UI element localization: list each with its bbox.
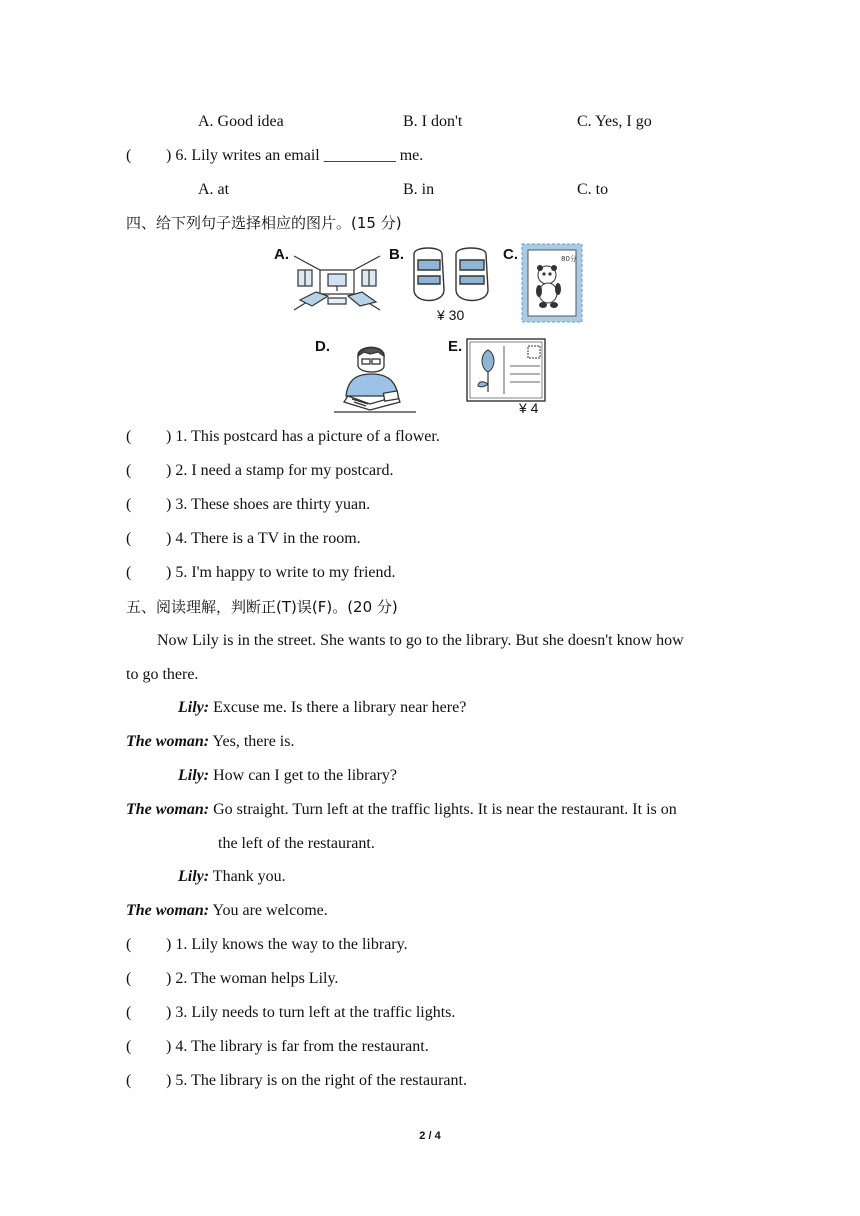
speaker-label: Lily: bbox=[178, 767, 210, 784]
picture-d-label: D. bbox=[315, 338, 330, 355]
q6-text: ) 6. Lily writes an email _________ me. bbox=[166, 147, 424, 164]
speaker-label: Lily: bbox=[178, 699, 210, 716]
dialogue-line-5: Lily: Thank you. bbox=[178, 868, 286, 885]
q6-option-a: A. at bbox=[198, 181, 230, 198]
answer-paren[interactable]: ( bbox=[126, 970, 132, 987]
stamp-value-text: 80分 bbox=[561, 255, 577, 263]
boy-writing-icon bbox=[334, 344, 416, 416]
picture-b-price: ¥ 30 bbox=[437, 307, 465, 323]
section5-item-1: ( ) 1. Lily knows the way to the library. bbox=[126, 936, 408, 953]
speaker-label: The woman: bbox=[126, 801, 210, 818]
answer-paren[interactable]: ( bbox=[126, 428, 132, 445]
passage-line-2: to go there. bbox=[126, 666, 199, 683]
answer-paren[interactable]: ( bbox=[126, 1072, 132, 1089]
panda-stamp-icon bbox=[521, 243, 583, 323]
q5-option-c: C. Yes, I go bbox=[577, 113, 652, 130]
picture-e-label: E. bbox=[448, 338, 463, 355]
section4-item-2: ( ) 2. I need a stamp for my postcard. bbox=[126, 462, 394, 479]
speaker-label: The woman: bbox=[126, 902, 210, 919]
passage-line-1: Now Lily is in the street. She wants to go to the library. But she doesn't know how bbox=[157, 632, 684, 649]
dialogue-line-6: The woman: You are welcome. bbox=[126, 902, 328, 919]
page-number: 2 / 4 bbox=[419, 1130, 441, 1142]
speaker-label: Lily: bbox=[178, 868, 210, 885]
flower-postcard-icon bbox=[466, 338, 546, 402]
section4-item-5: ( ) 5. I'm happy to write to my friend. bbox=[126, 564, 396, 581]
picture-e-price: ¥ 4 bbox=[519, 400, 539, 416]
answer-paren[interactable]: ( bbox=[126, 496, 132, 513]
picture-b-label: B. bbox=[389, 246, 404, 263]
section4-item-4: ( ) 4. There is a TV in the room. bbox=[126, 530, 361, 547]
dialogue-line-1: Lily: Excuse me. Is there a library near here? bbox=[178, 699, 467, 716]
picture-a-label: A. bbox=[274, 246, 289, 263]
section5-item-3: ( ) 3. Lily needs to turn left at the traffic lights. bbox=[126, 1004, 456, 1021]
dialogue-line-3: Lily: How can I get to the library? bbox=[178, 767, 398, 784]
q6-option-c: C. to bbox=[577, 181, 609, 198]
dialogue-line-2: The woman: Yes, there is. bbox=[126, 733, 295, 750]
dialogue-line-4-cont: the left of the restaurant. bbox=[218, 835, 375, 852]
answer-paren[interactable]: ( bbox=[126, 147, 132, 164]
dialogue-line-4: The woman: Go straight. Turn left at the traffic lights. It is near the restaurant. It is on bbox=[126, 801, 677, 818]
section4-heading: 四、给下列句子选择相应的图片。(15 分) bbox=[126, 214, 402, 232]
q6-option-b: B. in bbox=[403, 181, 435, 198]
answer-paren[interactable]: ( bbox=[126, 936, 132, 953]
q5-option-b: B. I don't bbox=[403, 113, 463, 130]
q6-question bbox=[126, 146, 423, 166]
speaker-label: The woman: bbox=[126, 733, 210, 750]
answer-paren[interactable]: ( bbox=[126, 1038, 132, 1055]
q5-option-a: A. Good idea bbox=[198, 113, 284, 130]
section4-item-3: ( ) 3. These shoes are thirty yuan. bbox=[126, 496, 371, 513]
answer-paren[interactable]: ( bbox=[126, 462, 132, 479]
section5-heading: 五、阅读理解，判断正(T)误(F)。(20 分) bbox=[126, 598, 398, 616]
answer-paren[interactable]: ( bbox=[126, 530, 132, 547]
answer-paren[interactable]: ( bbox=[126, 564, 132, 581]
section5-item-5: ( ) 5. The library is on the right of the restaurant. bbox=[126, 1072, 467, 1089]
living-room-tv-icon bbox=[292, 250, 382, 316]
section5-item-4: ( ) 4. The library is far from the restaurant. bbox=[126, 1038, 429, 1055]
answer-paren[interactable]: ( bbox=[126, 1004, 132, 1021]
section4-item-1: ( ) 1. This postcard has a picture of a flower. bbox=[126, 428, 440, 445]
picture-c-label: C. bbox=[503, 246, 518, 263]
shoes-icon bbox=[408, 244, 492, 310]
section5-item-2: ( ) 2. The woman helps Lily. bbox=[126, 970, 339, 987]
